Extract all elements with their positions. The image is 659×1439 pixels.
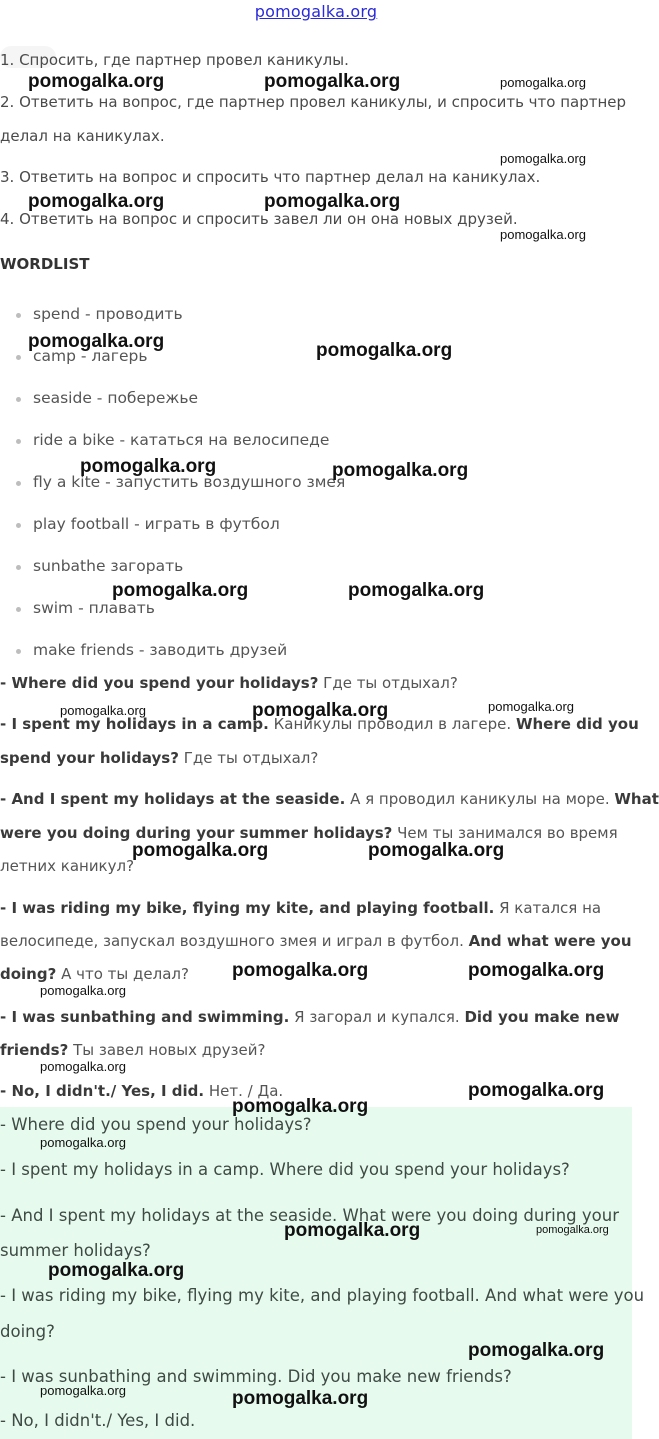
dialogue-line xyxy=(0,674,458,692)
watermark: pomogalka.org xyxy=(232,960,369,981)
watermark: pomogalka.org xyxy=(40,1059,126,1074)
wordlist-item: play football - играть в футбол xyxy=(33,515,280,533)
watermark: pomogalka.org xyxy=(60,703,146,718)
watermark: pomogalka.org xyxy=(40,1383,126,1398)
dialogue-russian: А что ты делал? xyxy=(56,965,189,983)
dialogue-english: spend your holidays? xyxy=(0,749,179,767)
bullet-icon xyxy=(16,355,21,360)
instruction-line: делал на каникулах. xyxy=(0,127,165,145)
english-dialogue-line: summer holidays? xyxy=(0,1241,151,1260)
dialogue-russian: Я катался на xyxy=(494,899,602,917)
watermark: pomogalka.org xyxy=(488,699,574,714)
dialogue-english: doing? xyxy=(0,965,57,983)
english-dialogue-line: - No, I didn't./ Yes, I did. xyxy=(0,1411,196,1430)
watermark: pomogalka.org xyxy=(232,1388,369,1409)
instruction-line: 1. Спросить, где партнер провел каникулы. xyxy=(0,51,349,69)
watermark: pomogalka.org xyxy=(40,983,126,998)
watermark: pomogalka.org xyxy=(48,1260,185,1281)
dialogue-english: - And I spent my holidays at the seaside. xyxy=(0,790,346,808)
dialogue-russian: Ты завел новых друзей? xyxy=(68,1041,266,1059)
wordlist-item: sunbathe загорать xyxy=(33,557,184,575)
watermark: pomogalka.org xyxy=(316,340,453,361)
dialogue-russian: Где ты отдыхал? xyxy=(178,749,319,767)
instruction-line: 4. Ответить на вопрос и спросить завел ли он она новых друзей. xyxy=(0,210,518,228)
english-dialogue-line: - I was sunbathing and swimming. Did you make new friends? xyxy=(0,1367,512,1386)
english-dialogue-line: - I was riding my bike, flying my kite, and playing football. And what were you xyxy=(0,1286,645,1305)
wordlist-item: swim - плавать xyxy=(33,599,155,617)
wordlist-item: camp - лагерь xyxy=(33,347,148,365)
dialogue-russian: велосипеде, запускал воздушного змея и играл в футбол. xyxy=(0,932,469,950)
dialogue-english: - I spent my holidays in a camp. xyxy=(0,715,269,733)
dialogue-english: - I was sunbathing and swimming. xyxy=(0,1008,290,1026)
dialogue-english: - I was riding my bike, flying my kite, and playing football. xyxy=(0,899,495,917)
bullet-icon xyxy=(16,481,21,486)
bullet-icon xyxy=(16,439,21,444)
bullet-icon xyxy=(16,607,21,612)
dialogue-russian: Где ты отдыхал? xyxy=(318,674,458,692)
instruction-line: 3. Ответить на вопрос и спросить что партнер делал на каникулах. xyxy=(0,168,541,186)
watermark: pomogalka.org xyxy=(80,456,217,477)
bullet-icon xyxy=(16,523,21,528)
watermark: pomogalka.org xyxy=(500,75,586,90)
instruction-line: 2. Ответить на вопрос, где партнер провел каникулы, и спросить что партнер xyxy=(0,93,627,111)
watermark: pomogalka.org xyxy=(500,227,586,242)
dialogue-english: - Where did you spend your holidays? xyxy=(0,674,319,692)
watermark: pomogalka.org xyxy=(264,191,401,212)
watermark: pomogalka.org xyxy=(112,580,249,601)
wordlist-item: seaside - побережье xyxy=(33,389,199,407)
watermark: pomogalka.org xyxy=(500,151,586,166)
dialogue-russian: Чем ты занимался во время xyxy=(392,824,618,842)
dialogue-english: Did you make new xyxy=(464,1008,620,1026)
wordlist-item: make friends - заводить друзей xyxy=(33,641,288,659)
bullet-icon xyxy=(16,313,21,318)
wordlist-item: spend - проводить xyxy=(33,305,183,323)
english-dialogue-line: doing? xyxy=(0,1322,55,1341)
dialogue-russian: А я проводил каникулы на море. xyxy=(345,790,615,808)
watermark: pomogalka.org xyxy=(536,1224,609,1236)
wordlist-item: ride a bike - кататься на велосипеде xyxy=(33,431,330,449)
dialogue-line xyxy=(0,824,618,842)
watermark: pomogalka.org xyxy=(332,460,469,481)
dialogue-russian: Я загорал и купался. xyxy=(289,1008,465,1026)
watermark: pomogalka.org xyxy=(232,1096,369,1117)
watermark: pomogalka.org xyxy=(28,191,165,212)
dialogue-english: friends? xyxy=(0,1041,69,1059)
dialogue-english: were you doing during your summer holidays? xyxy=(0,824,393,842)
watermark: pomogalka.org xyxy=(264,71,401,92)
watermark: pomogalka.org xyxy=(284,1220,421,1241)
dialogue-russian: летних каникул? xyxy=(0,857,135,875)
bullet-icon xyxy=(16,565,21,570)
english-dialogue-line: - And I spent my holidays at the seaside. What were you doing during your xyxy=(0,1206,619,1225)
dialogue-line xyxy=(0,932,632,950)
watermark: pomogalka.org xyxy=(368,840,505,861)
dialogue-line xyxy=(0,790,659,808)
bullet-icon xyxy=(16,649,21,654)
english-dialogue-line: - Where did you spend your holidays? xyxy=(0,1115,312,1134)
english-dialogue-line: - I spent my holidays in a camp. Where did you spend your holidays? xyxy=(0,1160,570,1179)
watermark: pomogalka.org xyxy=(28,331,165,352)
dialogue-english: - No, I didn't./ Yes, I did. xyxy=(0,1082,205,1100)
bullet-icon xyxy=(16,397,21,402)
dialogue-line xyxy=(0,965,189,983)
dialogue-line xyxy=(0,1008,619,1026)
site-link-watermark[interactable]: pomogalka.org xyxy=(254,2,378,21)
dialogue-line xyxy=(0,749,318,767)
watermark: pomogalka.org xyxy=(468,1340,605,1361)
watermark: pomogalka.org xyxy=(132,840,269,861)
dialogue-russian: Нет. / Да. xyxy=(204,1082,284,1100)
wordlist-heading: WORDLIST xyxy=(0,255,90,273)
watermark: pomogalka.org xyxy=(252,700,389,721)
watermark: pomogalka.org xyxy=(40,1135,126,1150)
watermark: pomogalka.org xyxy=(348,580,485,601)
dialogue-english: Where did you xyxy=(515,715,639,733)
dialogue-english: And what were you xyxy=(468,932,632,950)
watermark: pomogalka.org xyxy=(468,960,605,981)
watermark: pomogalka.org xyxy=(468,1080,605,1101)
wordlist-item: fly a kite - запустить воздушного змея xyxy=(33,473,346,491)
dialogue-english: What xyxy=(614,790,659,808)
dialogue-russian: Каникулы проводил в лагере. xyxy=(268,715,516,733)
dialogue-line xyxy=(0,1041,265,1059)
watermark: pomogalka.org xyxy=(28,71,165,92)
dialogue-line xyxy=(0,857,134,875)
dialogue-line xyxy=(0,899,601,917)
